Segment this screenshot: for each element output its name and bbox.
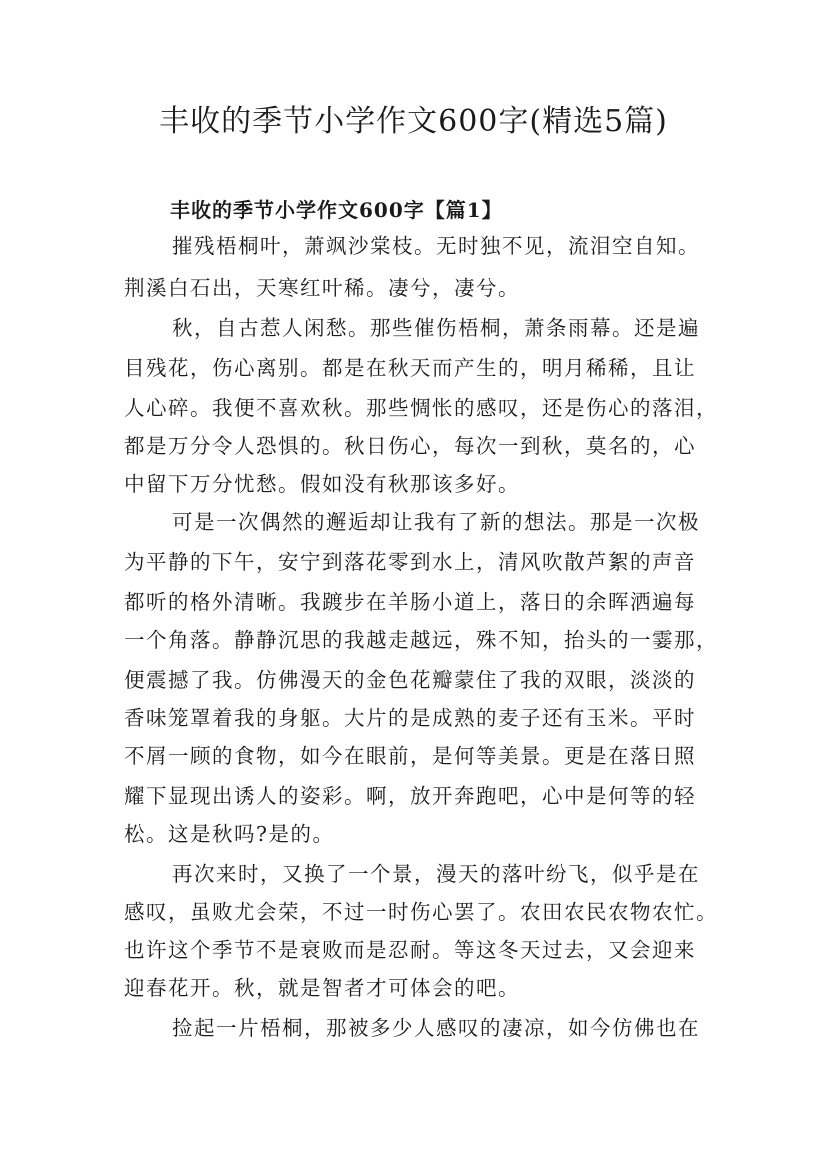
text-line: 荆溪白石出，天寒红叶稀。凄兮，凄兮。 bbox=[124, 276, 520, 300]
text-line: 迎春花开。秋，就是智者才可体会的吧。 bbox=[124, 976, 520, 1000]
text-line: 捡起一片梧桐，那被多少人感叹的凄凉，如今仿佛也在 bbox=[172, 1016, 700, 1040]
page-title: 丰收的季节小学作文600字(精选5篇) bbox=[159, 104, 668, 139]
text-line: 香味笼罩着我的身躯。大片的是成熟的麦子还有玉米。平时 bbox=[124, 706, 696, 730]
text-line: 都是万分令人恐惧的。秋日伤心，每次一到秋，莫名的，心 bbox=[124, 434, 696, 458]
text-line: 为平静的下午，安宁到落花零到水上，清风吹散芦絮的声音 bbox=[124, 550, 696, 574]
text-line: 都听的格外清晰。我踱步在羊肠小道上，落日的余晖洒遍每 bbox=[124, 590, 696, 614]
text-line: 人心碎。我便不喜欢秋。那些惆怅的感叹，还是伤心的落泪， bbox=[124, 396, 718, 420]
text-line: 感叹，虽败尤会荣，不过一时伤心罢了。农田农民农物农忙。 bbox=[124, 900, 718, 924]
text-line: 也许这个季节不是衰败而是忍耐。等这冬天过去，又会迎来 bbox=[124, 938, 696, 962]
text-line: 便震撼了我。仿佛漫天的金色花瓣蒙住了我的双眼，淡淡的 bbox=[124, 668, 696, 692]
text-line: 一个角落。静静沉思的我越走越远，殊不知，抬头的一霎那， bbox=[124, 628, 718, 652]
text-line: 秋，自古惹人闲愁。那些催伤梧桐，萧条雨幕。还是遍 bbox=[172, 316, 700, 340]
text-line: 不屑一顾的食物，如今在眼前，是何等美景。更是在落日照 bbox=[124, 744, 696, 768]
text-line: 摧残梧桐叶，萧飒沙棠枝。无时独不见，流泪空自知。 bbox=[172, 234, 700, 258]
section-heading: 丰收的季节小学作文600字【篇1】 bbox=[170, 198, 503, 222]
text-line: 目残花，伤心离别。都是在秋天而产生的，明月稀稀，且让 bbox=[124, 356, 696, 380]
text-line: 可是一次偶然的邂逅却让我有了新的想法。那是一次极 bbox=[172, 510, 700, 534]
text-line: 松。这是秋吗?是的。 bbox=[124, 822, 335, 846]
text-line: 再次来时，又换了一个景，漫天的落叶纷飞，似乎是在 bbox=[172, 862, 700, 886]
text-line: 耀下显现出诱人的姿彩。啊，放开奔跑吧，心中是何等的轻 bbox=[124, 784, 696, 808]
text-line: 中留下万分忧愁。假如没有秋那该多好。 bbox=[124, 472, 520, 496]
